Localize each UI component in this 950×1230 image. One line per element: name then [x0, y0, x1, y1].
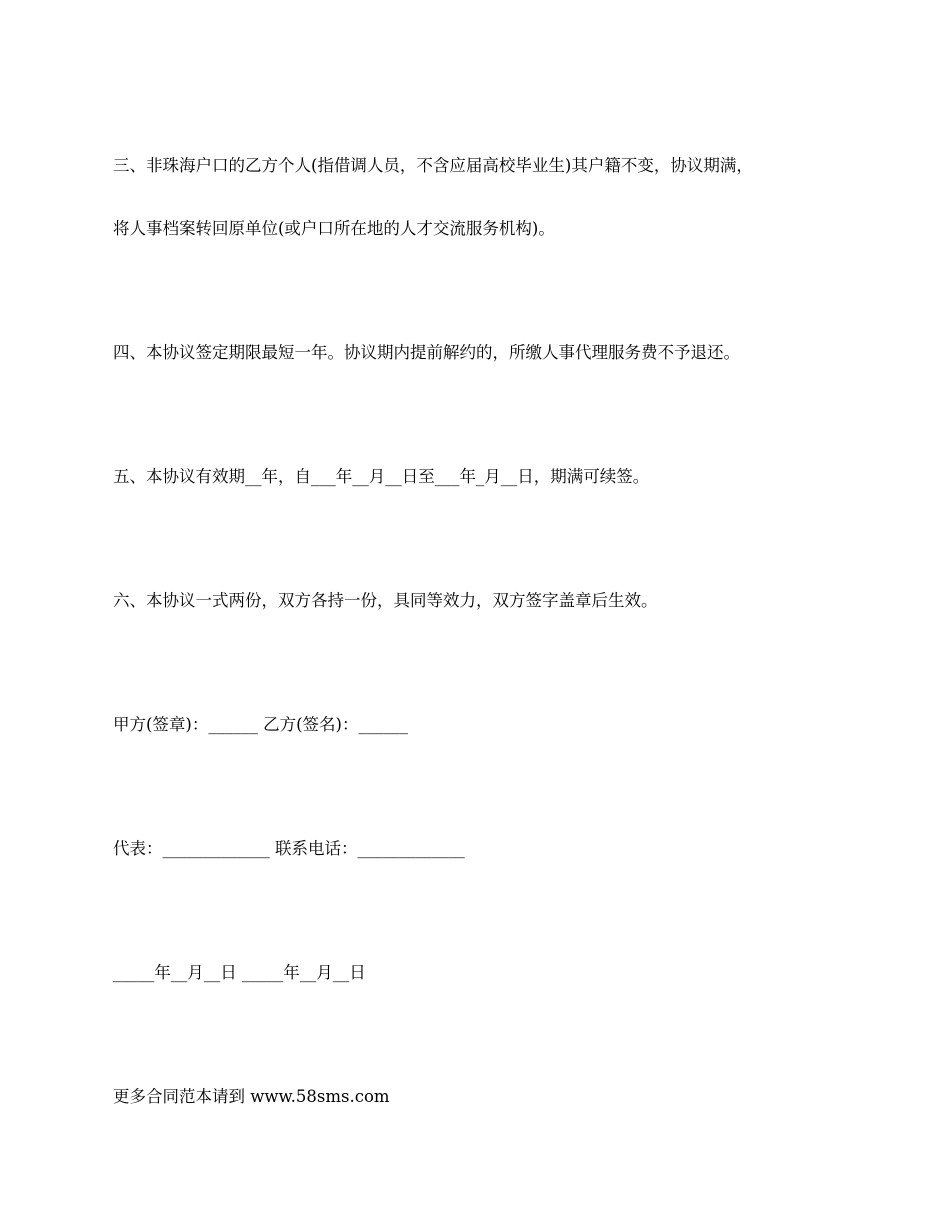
clause-three	[113, 113, 843, 281]
date-line	[113, 920, 843, 1025]
clause-six-text: 六、本协议一式两份，双方各持一份，具同等效力，双方签字盖章后生效。	[113, 591, 658, 610]
clause-five	[113, 424, 843, 529]
footer-link-text: 更多合同范本请到 www.58sms.com	[113, 1087, 390, 1106]
representative-line	[113, 796, 843, 901]
signature-text: 甲方(签章)：______ 乙方(签名)：______	[113, 715, 408, 734]
signature-line	[113, 672, 843, 777]
clause-four-text: 四、本协议签定期限最短一年。协议期内提前解约的，所缴人事代理服务费不予退还。	[113, 343, 740, 362]
clause-three-line-2: 将人事档案转回原单位(或户口所在地的人才交流服务机构)。	[113, 219, 555, 238]
representative-text: 代表：_____________ 联系电话：_____________	[113, 839, 465, 858]
clause-three-line-1: 三、非珠海户口的乙方个人(指借调人员，不含应届高校毕业生)其户籍不变，协议期满，	[113, 156, 753, 175]
date-text: _____年__月__日 _____年__月__日	[113, 963, 366, 982]
footer-link-line	[113, 1044, 843, 1149]
clause-five-text: 五、本协议有效期__年，自___年__月__日至___年_月__日，期满可续签。	[113, 467, 650, 486]
document-body	[113, 113, 843, 1168]
clause-four	[113, 300, 843, 405]
clause-six	[113, 548, 843, 653]
